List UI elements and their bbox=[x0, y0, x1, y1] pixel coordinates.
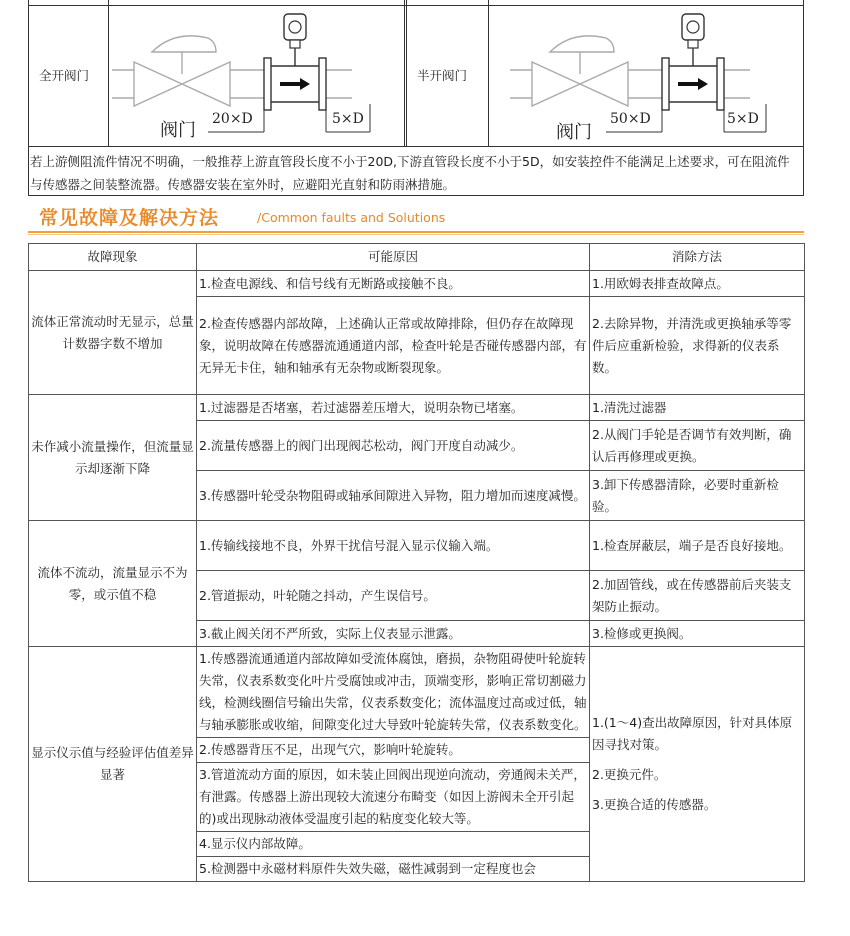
fix-cell: 2.加固管线，或在传感器前后夹装支架防止振动。 bbox=[590, 571, 805, 621]
table-row bbox=[29, 395, 805, 421]
transmitter-head bbox=[682, 14, 704, 40]
cause-cell: 1.过滤器是否堵塞，若过滤器差压增大，说明杂物已堵塞。 bbox=[197, 395, 590, 421]
table-border bbox=[803, 0, 804, 196]
cause-cell: 3.截止阀关闭不严所致，实际上仪表显示泄露。 bbox=[197, 621, 590, 647]
half-open-valve-label: 半开阀门 bbox=[417, 68, 468, 83]
transmitter-head bbox=[284, 14, 306, 40]
fix-cell: 1.检查屏蔽层，端子是否良好接地。 bbox=[590, 521, 805, 571]
fix-cell: 3.检修或更换阀。 bbox=[590, 621, 805, 647]
fix-step: 1.(1～4)查出故障原因，针对具体原因寻找对策。 bbox=[592, 715, 793, 752]
valve-handle bbox=[550, 36, 614, 52]
table-border bbox=[406, 0, 407, 146]
symptom-cell: 流体不流动，流量显示不为零，或示值不稳 bbox=[29, 521, 197, 647]
valve-label: 阀门 bbox=[160, 120, 196, 141]
flow-arrow bbox=[678, 78, 708, 90]
fix-step: 3.更换合适的传感器。 bbox=[592, 797, 717, 812]
full-open-valve-label: 全开阀门 bbox=[39, 68, 90, 83]
flow-arrow bbox=[280, 78, 310, 90]
valve-handle bbox=[152, 36, 216, 52]
cause-cell: 2.流量传感器上的阀门出现阀芯松动，阀门开度自动减少。 bbox=[197, 421, 590, 471]
faults-table bbox=[28, 243, 805, 882]
cause-cell: 1.传感器流通通道内部故障如受流体腐蚀，磨损，杂物阻碍使叶轮旋转失常，仪表系数变化叶片受腐蚀或冲击，顶端变形，影响正常切割磁力线，检测线圈信号输出失常，仪表系数变化；流体温度过高或过低，轴与轴承膨胀或收缩，间隙变化过大导致叶轮旋转失常，仪表系数变化。 bbox=[197, 647, 590, 738]
table-border bbox=[404, 0, 405, 146]
section-divider bbox=[28, 231, 804, 233]
table-header-row bbox=[29, 244, 805, 271]
downstream-dimension: 5×D bbox=[332, 111, 364, 127]
cause-cell: 5.检测器中永磁材料原件失效失磁，磁性减弱到一定程度也会 bbox=[197, 857, 590, 882]
cause-cell: 1.检查电源线、和信号线有无断路或接触不良。 bbox=[197, 271, 590, 297]
upstream-dimension: 50×D bbox=[610, 111, 651, 127]
fix-cell: 2.从阀门手轮是否调节有效判断，确认后再修理或更换。 bbox=[590, 421, 805, 471]
cause-cell: 3.管道流动方面的原因，如未装止回阀出现逆向流动，旁通阀未关严，有泄露。传感器上游出现较大流速分布畸变（如因上游阀未全开引起的)或出现脉动液体受温度引起的粘度变化较大等。 bbox=[197, 763, 590, 832]
cause-cell: 2.检查传感器内部故障，上述确认正常或故障排除，但仍存在故障现象，说明故障在传感器流通通道内部，检查叶轮是否碰传感器内部，有无异无卡住，轴和轴承有无杂物或断裂现象。 bbox=[197, 297, 590, 395]
fix-cell: 1.用欧姆表排查故障点。 bbox=[590, 271, 805, 297]
cause-cell: 1.传输线接地不良，外界干扰信号混入显示仪输入端。 bbox=[197, 521, 590, 571]
cause-cell: 3.传感器叶轮受杂物阻碍或轴承间隙进入异物，阻力增加而速度减慢。 bbox=[197, 471, 590, 521]
cause-cell: 2.传感器背压不足，出现气穴，影响叶轮旋转。 bbox=[197, 738, 590, 763]
fix-cell: 3.卸下传感器清除，必要时重新检验。 bbox=[590, 471, 805, 521]
section-subtitle: /Common faults and Solutions bbox=[257, 210, 446, 225]
symptom-cell: 显示仪示值与经验评估值差异显著 bbox=[29, 647, 197, 882]
table-row bbox=[29, 521, 805, 571]
header-fix: 消除方法 bbox=[590, 244, 805, 271]
table-border bbox=[28, 5, 804, 6]
upstream-dimension: 20×D bbox=[212, 111, 253, 127]
fix-cell: 1.清洗过滤器 bbox=[590, 395, 805, 421]
flange bbox=[264, 58, 271, 110]
section-title: 常见故障及解决方法 bbox=[39, 207, 220, 229]
table-border bbox=[28, 146, 804, 147]
table-border bbox=[488, 0, 489, 146]
symptom-cell: 流体正常流动时无显示，总量计数器字数不增加 bbox=[29, 271, 197, 395]
installation-note: 若上游侧阻流件情况不明确，一般推荐上游直管段长度不小于20D,下游直管段长度不小于5D，如安装控件不能满足上述要求，可在阻流件与传感器之间装整流器。传感器安装在室外时，应避阳光直射和防雨淋措施。 bbox=[30, 154, 790, 192]
table-border bbox=[28, 0, 29, 196]
symptom-cell: 未作减小流量操作，但流量显示却逐渐下降 bbox=[29, 395, 197, 521]
header-cause: 可能原因 bbox=[197, 244, 590, 271]
cause-cell: 4.显示仪内部故障。 bbox=[197, 832, 590, 857]
valve-label: 阀门 bbox=[556, 122, 592, 143]
valve-body bbox=[532, 62, 580, 106]
downstream-dimension: 5×D bbox=[727, 111, 759, 127]
flange bbox=[662, 58, 669, 110]
table-row bbox=[29, 647, 805, 738]
fix-cell: 2.去除异物，并清洗或更换轴承等零件后应重新检验，求得新的仪表系数。 bbox=[590, 297, 805, 395]
table-border bbox=[108, 0, 109, 146]
section-divider bbox=[28, 234, 804, 235]
cause-cell: 2.管道振动，叶轮随之抖动，产生误信号。 bbox=[197, 571, 590, 621]
table-row bbox=[29, 271, 805, 297]
header-symptom: 故障现象 bbox=[29, 244, 197, 271]
fix-step: 2.更换元件。 bbox=[592, 767, 667, 782]
valve-body bbox=[134, 62, 182, 106]
fix-cell bbox=[590, 647, 805, 882]
